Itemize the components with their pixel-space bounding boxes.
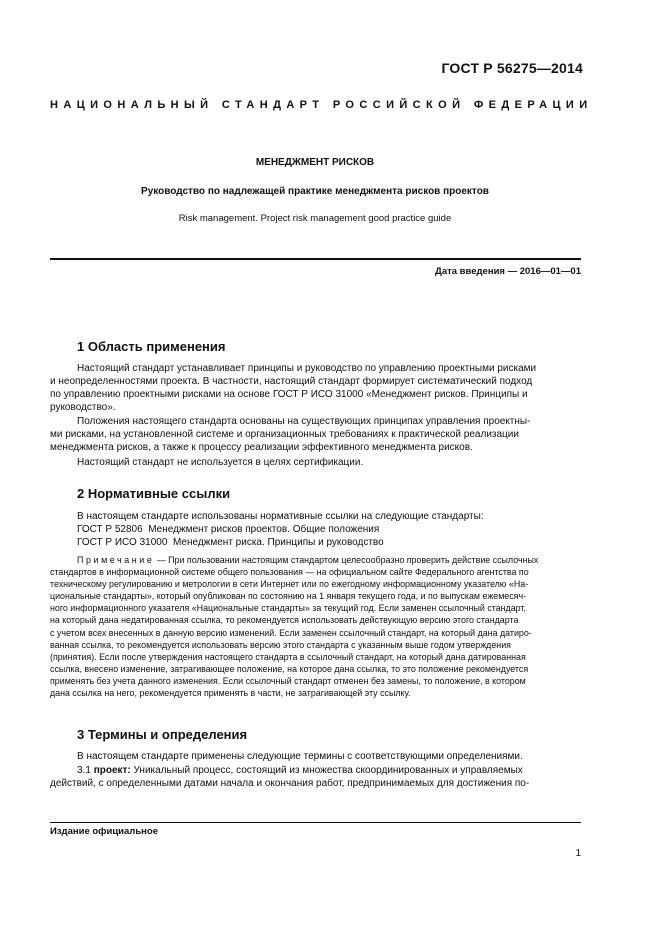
text-line: по управлению проектными рисками на основе ГОСТ Р ИСО 31000 «Менеджмент рисков. Принципы и (50, 389, 528, 400)
text-line: стандартов в информационной системе общего пользования — на официальном сайте Федерального агентства по (50, 567, 529, 578)
text-line: ванная ссылка, то рекомендуется использовать версию этого стандарта с указанным выше годом утверждения (50, 639, 511, 650)
section-2-heading: 2 Нормативные ссылки (77, 486, 231, 501)
term-name: проект: (93, 765, 131, 776)
text-line: действий, с определенными датами начала и окончания работ, предпринимаемых для достижения по- (50, 778, 530, 789)
section-2-paragraph-1: В настоящем стандарте использованы нормативные ссылки на следующие стандарты: (77, 511, 484, 522)
section-1-paragraph-3: Настоящий стандарт не используется в целях сертификации. (77, 457, 364, 468)
standard-number: ГОСТ Р 56275—2014 (441, 60, 583, 76)
official-edition-label: Издание официальное (50, 826, 158, 837)
text-line: циональные стандарты», который опубликован по состоянию на 1 января текущего года, и по выпускам ежемесяч- (50, 591, 527, 602)
national-standard-banner: НАЦИОНАЛЬНЫЙ СТАНДАРТ РОССИЙСКОЙ ФЕДЕРАЦИИ (50, 99, 593, 111)
note-block (50, 554, 582, 699)
section-3-paragraph-1: В настоящем стандарте применены следующие термины с соответствующими определениями. (77, 751, 523, 762)
text-line: на который дана недатированная ссылка, то рекомендуется использовать действующую версию этого стандарта (50, 615, 519, 626)
footer-divider (50, 822, 581, 823)
text-line: ссылка, внесено изменение, затрагивающее положение, на которое дана ссылка, то это положение рекомендуется (50, 663, 529, 674)
english-title: Risk management. Project risk management good practice guide (178, 213, 452, 224)
text-line: дана ссылка на него, рекомендуется применять в части, не затрагивающей эту ссылку. (50, 688, 411, 699)
section-1-paragraph-2 (50, 415, 582, 454)
text-line: руководство». (50, 402, 116, 413)
normative-reference-2: ГОСТ Р ИСО 31000 Менеджмент риска. Принципы и руководство (77, 537, 384, 548)
section-3-heading: 3 Термины и определения (77, 727, 248, 742)
text-line: и неопределенностями проекта. В частности, настоящий стандарт формирует систематический подход (50, 376, 533, 387)
section-1-heading: 1 Область применения (77, 339, 226, 354)
page-number: 1 (575, 848, 581, 859)
text-line: Настоящий стандарт устанавливает принципы и руководство по управлению проектными рисками (77, 363, 537, 374)
document-subtitle: Руководство по надлежащей практике менеджмента рисков проектов (141, 186, 489, 197)
term-definition (50, 764, 582, 790)
text-line: Положения настоящего стандарта основаны на существующих принципах управления проектны- (77, 416, 531, 427)
normative-reference-1: ГОСТ Р 52806 Менеджмент рисков проектов. Общие положения (77, 524, 380, 535)
text-line: — При пользовании настоящим стандартом целесообразно проверить действие ссылочных (154, 555, 539, 565)
text-line: с учетом всех внесенных в данную версию изменений. Если заменен ссылочный стандарт, на который дана датиро- (50, 627, 532, 638)
title-divider (50, 258, 581, 260)
note-label: Примечание (77, 555, 155, 565)
text-line: техническому регулированию и метрологии в сети Интернет или по ежегодному информационному указателю «На- (50, 579, 529, 590)
text-line: ми рисками, на установленной системе и организационных требованиях к практической реализации (50, 429, 519, 440)
text-line: менеджмента рисков, а также к процессу реализации эффективного менеджмента рисков. (50, 442, 473, 453)
text-line: применять без учета данного изменения. Если ссылочный стандарт отменен без замены, то положение, в котором (50, 675, 526, 686)
text-line: (принятия). Если после утверждения настоящего стандарта в ссылочный стандарт, на который дана датированная (50, 651, 526, 662)
note-first-line (77, 554, 582, 566)
term-number: 3.1 (77, 765, 91, 776)
introduction-date: Дата введения — 2016—01—01 (435, 266, 581, 277)
section-1-paragraph-1 (50, 362, 582, 414)
document-title: МЕНЕДЖМЕНТ РИСКОВ (255, 157, 375, 168)
term-first-line (77, 764, 582, 777)
text-line: Уникальный процесс, состоящий из множества скоординированных и управляемых (130, 765, 523, 776)
text-line: ного информационного указателя «Национальные стандарты» за текущий год. Если заменен ссылочный стандарт, (50, 603, 526, 614)
